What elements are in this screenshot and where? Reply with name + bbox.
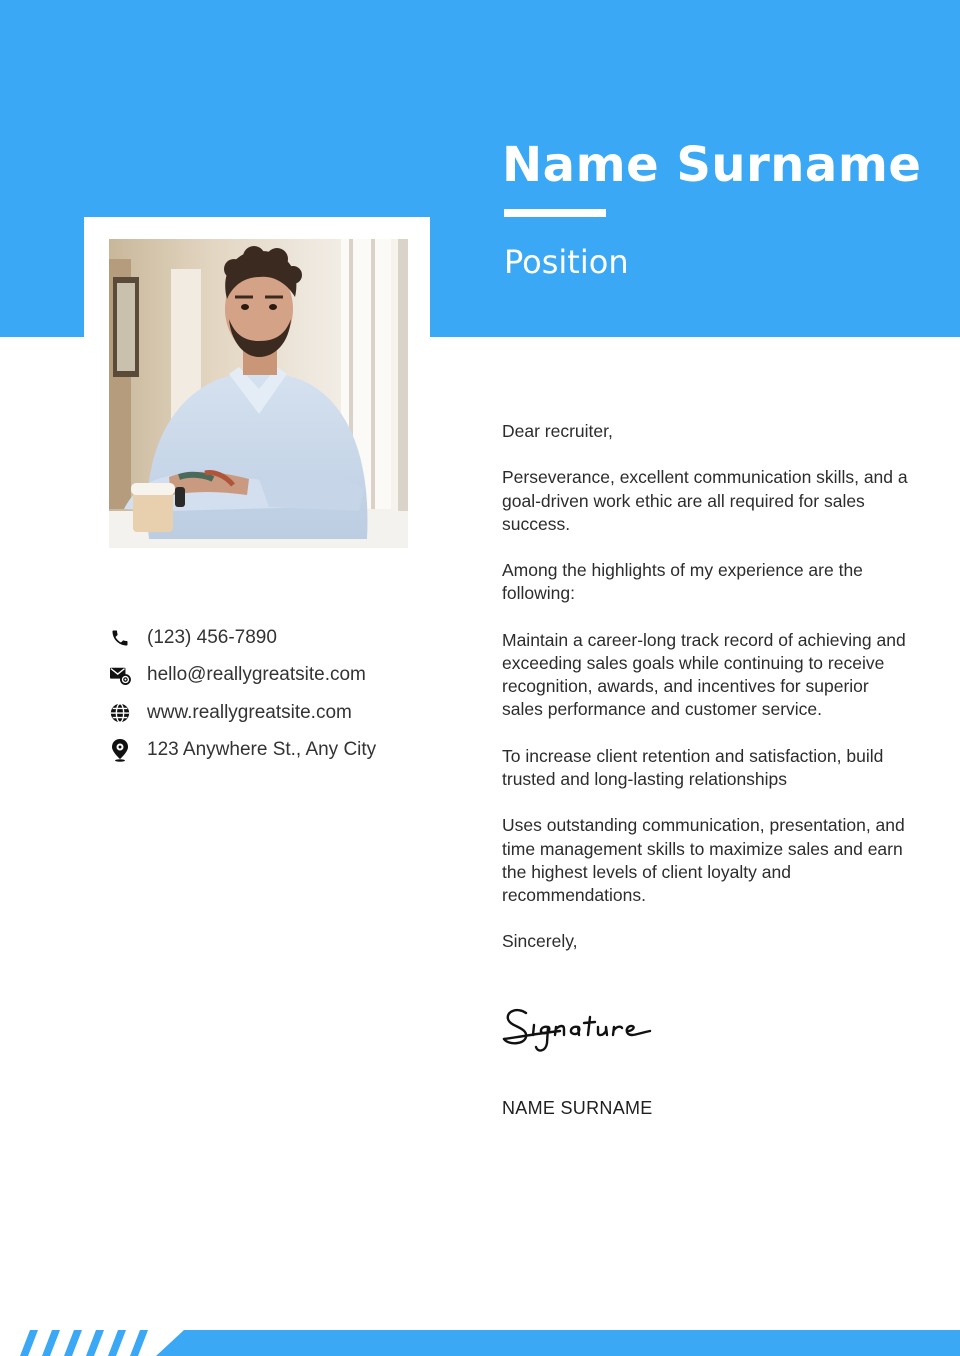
- signature-image: [500, 1003, 700, 1058]
- contact-list: [108, 619, 448, 769]
- contact-email-text: hello@reallygreatsite.com: [147, 664, 366, 686]
- contact-address-text: 123 Anywhere St., Any City: [147, 739, 377, 761]
- letter-closing: Sincerely,: [502, 931, 578, 952]
- contact-address[interactable]: [108, 732, 448, 770]
- signer-name: NAME SURNAME: [502, 1098, 653, 1118]
- contact-website-text: www.reallygreatsite.com: [147, 701, 352, 723]
- letter-paragraph: To increase client retention and satisfaction, build trusted and long-lasting relationships: [502, 745, 884, 789]
- candidate-name: Name Surname: [502, 137, 922, 193]
- email-icon: [108, 663, 132, 687]
- contact-email[interactable]: [108, 657, 448, 695]
- letter-paragraph: Among the highlights of my experience are the following:: [502, 560, 863, 604]
- letter-body: [502, 420, 912, 977]
- location-pin-icon: [108, 738, 132, 762]
- position-title: Position: [504, 243, 629, 281]
- title-underline: [504, 209, 606, 217]
- letter-paragraph: Maintain a career-long track record of achieving and exceeding sales goals while continuing to receive recognition, awards, and incentives for superior sales performance and customer service.: [502, 629, 906, 720]
- letter-greeting: Dear recruiter,: [502, 421, 613, 441]
- footer-band: [0, 1322, 960, 1356]
- contact-phone[interactable]: [108, 619, 448, 657]
- profile-photo: [109, 239, 408, 548]
- letter-paragraph: Perseverance, excellent communication skills, and a goal-driven work ethic are all required for sales success.: [502, 467, 908, 534]
- phone-icon: [108, 626, 132, 650]
- letter-paragraph: Uses outstanding communication, presentation, and time management skills to maximize sales and earn the highest levels of client loyalty and recommendations.: [502, 815, 905, 905]
- globe-icon: [108, 701, 132, 725]
- contact-website[interactable]: [108, 694, 448, 732]
- contact-phone-text: (123) 456-7890: [147, 626, 277, 648]
